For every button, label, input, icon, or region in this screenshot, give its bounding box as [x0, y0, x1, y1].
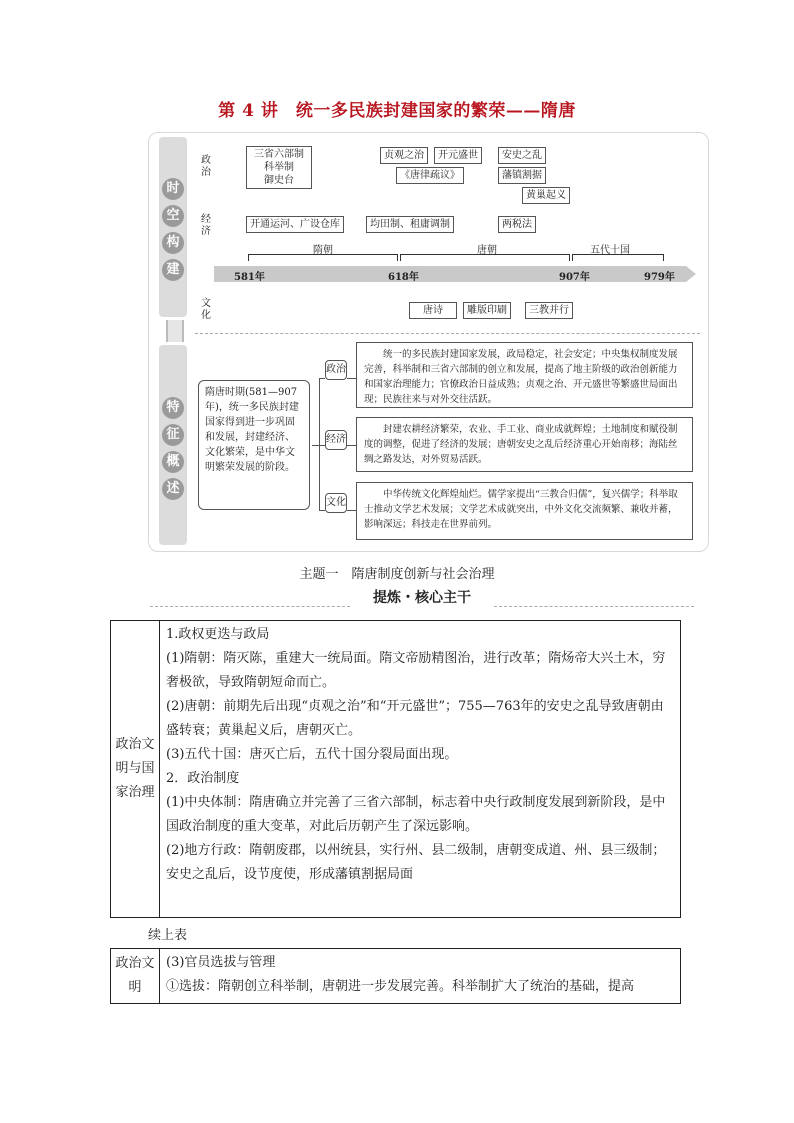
- event-box: 三省六部制 科举制 御史台: [246, 146, 312, 189]
- content-line: 2．政治制度: [166, 771, 240, 786]
- category-culture: 文化: [325, 493, 347, 513]
- section-badge-char: 建: [162, 259, 184, 281]
- event-box: 贞观之治: [380, 147, 428, 164]
- section-badge-char: 述: [162, 478, 184, 500]
- content-line: (1)隋朝：隋灭陈，重建大一统局面。隋文帝励精图治，进行改革；隋炀帝大兴土木，穷奢极欲，导致隋朝短命而亡。: [166, 651, 666, 690]
- connector-line: [347, 445, 356, 446]
- connector-line: [319, 378, 320, 510]
- timeline-bar: [214, 266, 686, 282]
- feature-text-politics: 统一的多民族封建国家发展，政局稳定，社会安定；中央集权制度发展完善，科举制和三省六部制的创立和发展，提高了地主阶级的政治创新能力和国家治理能力；官僚政治日益成熟；贞观之治、开元盛世等繁盛世局面出现；民族往来与对外交往活跃。: [356, 342, 693, 408]
- table-row-header: 政治文明: [111, 949, 160, 1004]
- era-bracket: [400, 254, 570, 265]
- table-content-cell: [160, 949, 681, 1004]
- section-badge-char: 征: [162, 424, 184, 446]
- year-label: 979年: [644, 272, 675, 283]
- event-box: 《唐律疏议》: [396, 167, 464, 184]
- event-box: 黄巢起义: [522, 187, 570, 204]
- row-label-culture: 文化: [201, 298, 211, 321]
- event-box: 三教并行: [525, 302, 573, 319]
- section-badge-char: 时: [162, 178, 184, 200]
- year-label: 581年: [234, 272, 265, 283]
- connector-line: [347, 510, 356, 511]
- content-line: (3)官员选拔与管理: [166, 955, 276, 970]
- period-summary: 隋唐时期(581—907年)，统一多民族封建国家得到进一步巩固和发展，封建经济、文化繁荣，是中华文明繁荣发展的阶段。: [198, 380, 310, 510]
- event-box: 开通运河、广设仓库: [246, 216, 344, 233]
- content-line: (2)唐朝：前期先后出现“贞观之治”和“开元盛世”；755—763年的安史之乱导致唐朝由盛转衰；黄巢起义后，唐朝灭亡。: [166, 699, 664, 738]
- event-box: 开元盛世: [434, 147, 482, 164]
- content-line: ①选拔：隋朝创立科举制，唐朝进一步发展完善。科举制扩大了统治的基础，提高: [166, 979, 635, 994]
- section-banner: [150, 585, 694, 607]
- content-line: (1)中央体制：隋唐确立并完善了三省六部制，标志着中央行政制度发展到新阶段，是中国政治制度的重大变革，对此后历朝产生了深远影响。: [166, 795, 666, 834]
- era-label: 隋朝: [313, 245, 333, 256]
- era-bracket: [248, 254, 398, 265]
- timeline-arrow: [686, 266, 696, 282]
- section-badge-char: 特: [162, 397, 184, 419]
- era-label: 五代十国: [590, 245, 630, 256]
- event-box: 安史之乱: [498, 147, 546, 164]
- year-label: 618年: [388, 272, 419, 283]
- topic-heading: 主题一 隋唐制度创新与社会治理: [299, 567, 495, 582]
- content-line: (3)五代十国：唐灭亡后，五代十国分裂局面出现。: [166, 747, 458, 762]
- section-strip-time: [159, 137, 187, 317]
- page-title: 第 4 讲 统一多民族封建国家的繁荣——隋唐: [218, 101, 576, 121]
- section-badge-char: 空: [162, 205, 184, 227]
- section-badge-char: 概: [162, 451, 184, 473]
- connector-line: [347, 378, 356, 379]
- feature-text-culture: 中华传统文化辉煌灿烂。儒学家提出“三教合归儒”，复兴儒学；科举取士推动文学艺术发展；文学艺术成就突出，中外文化交流频繁、兼收并蓄，影响深远；科技走在世界前列。: [356, 482, 693, 540]
- banner-text: 提炼・核心主干: [373, 590, 471, 606]
- era-bracket: [572, 254, 664, 265]
- connector-line: [319, 510, 325, 511]
- strip-connector: [166, 320, 184, 342]
- content-line: (2)地方行政：隋朝废郡，以州统县，实行州、县二级制，唐朝变成道、州、县三级制；安史之乱后，设节度使，形成藩镇割据局面: [166, 843, 666, 882]
- event-box: 均田制、租庸调制: [366, 216, 454, 233]
- event-box: 两税法: [498, 216, 536, 233]
- era-label: 唐朝: [477, 245, 497, 256]
- year-label: 907年: [559, 272, 590, 283]
- table-content-cell: [160, 621, 681, 918]
- event-box: 雕版印刷: [463, 302, 511, 319]
- content-line: 1.政权更迭与政局: [166, 627, 270, 642]
- connector-line: [319, 378, 325, 379]
- section-divider: [195, 333, 700, 334]
- feature-text-economy: 封建农耕经济繁荣，农业、手工业、商业成就辉煌；土地制度和赋役制度的调整，促进了经济的发展；唐朝安史之乱后经济重心开始南移；海陆丝绸之路发达，对外贸易活跃。: [356, 417, 693, 472]
- content-table: [110, 620, 681, 918]
- continued-label: 续上表: [148, 928, 188, 943]
- event-box: 藩镇割据: [498, 167, 546, 184]
- event-box: 唐诗: [409, 302, 457, 319]
- row-label-politics: 政治: [201, 155, 211, 178]
- category-politics: 政治: [325, 360, 347, 380]
- category-economy: 经济: [325, 430, 347, 450]
- content-table-continued: [110, 948, 681, 1004]
- section-badge-char: 构: [162, 232, 184, 254]
- table-row-header: 政治文明与国家治理: [111, 621, 160, 918]
- row-label-economy: 经济: [201, 214, 211, 237]
